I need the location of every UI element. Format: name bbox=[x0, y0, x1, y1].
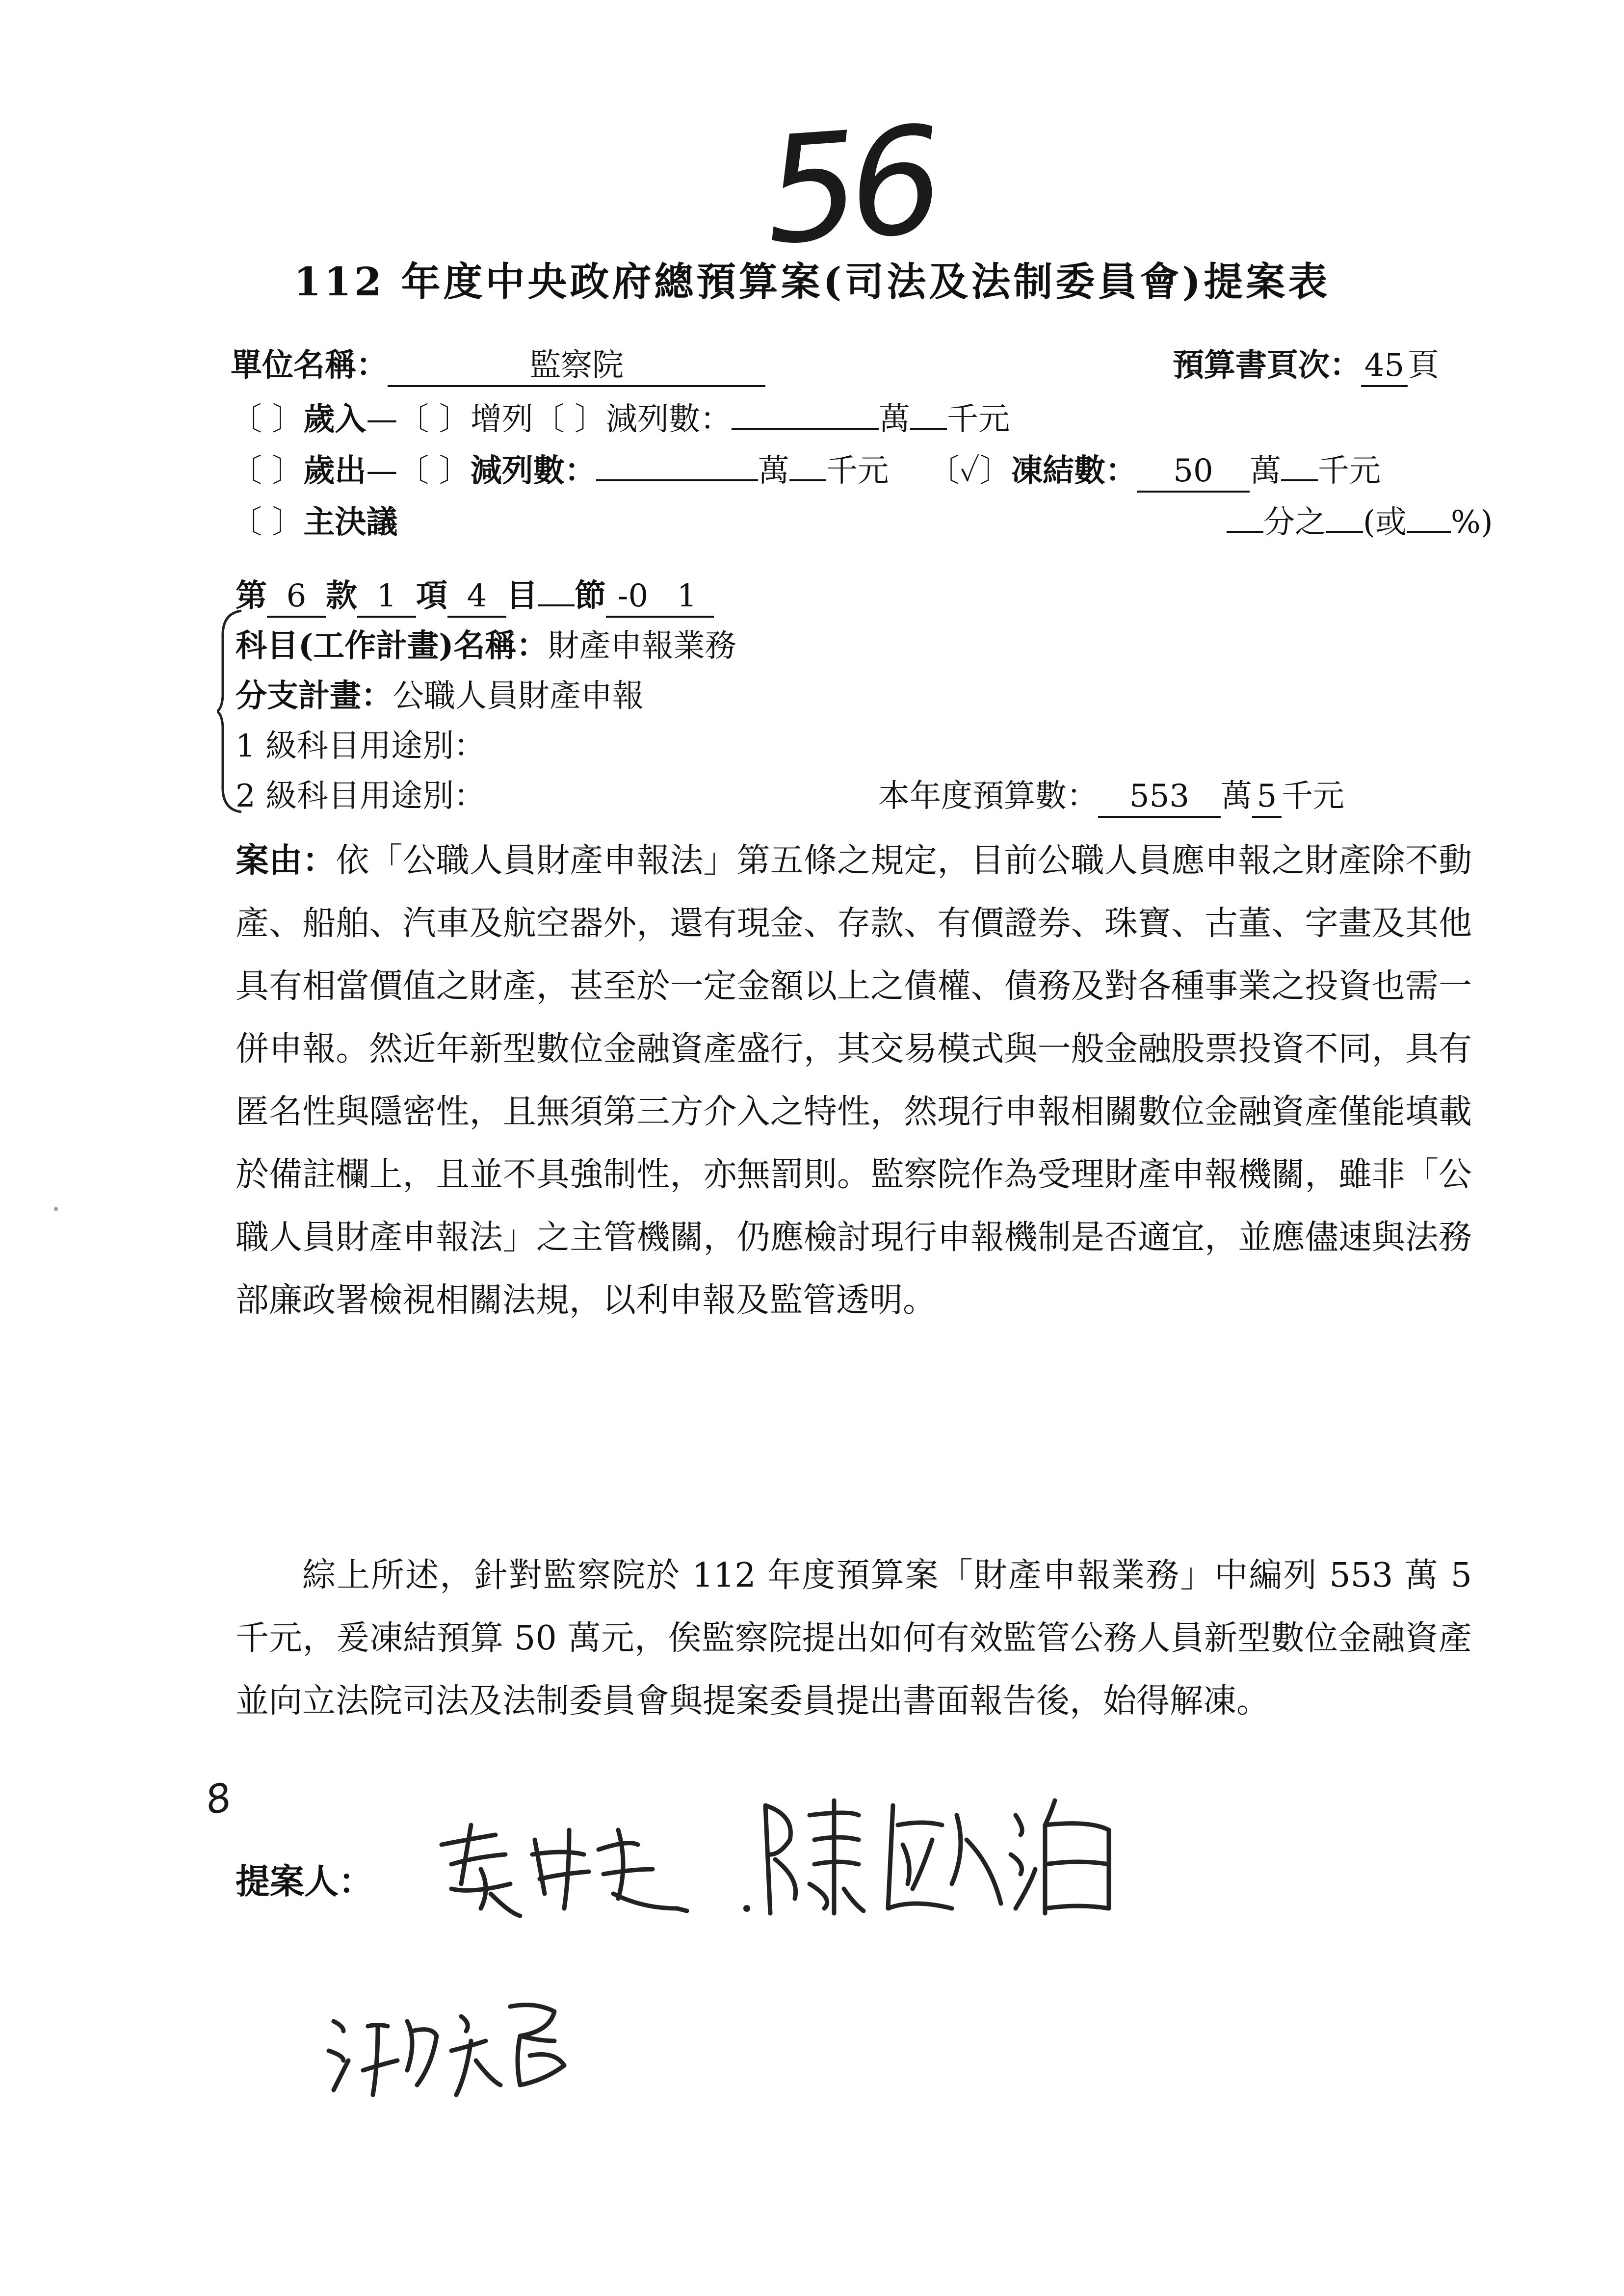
revenue-wan-blank bbox=[732, 428, 879, 430]
freeze-checkbox: 〔✓〕 bbox=[928, 453, 1011, 489]
revenue-reduce-checkbox: 〔 〕 bbox=[533, 401, 606, 438]
budget-page-label: 預算書頁次： bbox=[1173, 347, 1361, 384]
unit-value: 監察院 bbox=[388, 346, 765, 387]
budget-page-suffix: 頁 bbox=[1408, 347, 1439, 384]
jie-label: 節 bbox=[575, 577, 606, 614]
reason-paragraph bbox=[236, 829, 1472, 1332]
percent-blank bbox=[1407, 531, 1451, 533]
current-budget-row bbox=[878, 774, 1344, 818]
level1-row bbox=[236, 724, 485, 768]
fraction-blank-2 bbox=[1326, 531, 1363, 533]
reason-text-1: 依「公職人員財產申報法」第五條之規定，目前公職人員應申報之財產除不動產、船舶、汽車及航空器外，還有現金、存款、有價證券、珠寶、古董、字畫及其他具有相當價值之財產，甚至於一定金額以上之債權、債務及對各種事業之投資也需一併申報。然近年新型數位金融資產盛行，其交易模式與一般金融股票投資不同，具有匿名性與隱密性，且無須第三方介入之特性，然現行申報相關數位金融資產僅能填載於備註欄上，且並不具強制性，亦無罰則。監察院作為受理財產申報機關，雖非「公職人員財產申報法」之主管機關，仍應檢討現行申報機制是否適宜，並應儘速與法務部廉政署檢視相關法規，以利申報及監管透明。 bbox=[236, 841, 1472, 1320]
current-budget-qian-value: 5 bbox=[1252, 777, 1282, 818]
or-text: (或 bbox=[1363, 504, 1407, 541]
resolution-label: 主決議 bbox=[303, 504, 398, 541]
budget-page-value: 45 bbox=[1361, 346, 1408, 387]
item-di: 第 bbox=[236, 577, 267, 614]
xiang-label: 項 bbox=[416, 577, 447, 614]
freeze-wan: 萬 bbox=[1249, 453, 1281, 489]
current-budget-wan-value: 553 bbox=[1098, 777, 1221, 818]
revenue-add-checkbox: 〔 〕 bbox=[397, 401, 471, 438]
expenditure-dash: — bbox=[366, 453, 398, 489]
scan-dot bbox=[54, 1207, 58, 1211]
page-title: 112 年度中央政府總預算案(司法及法制委員會)提案表 bbox=[293, 259, 1331, 305]
expenditure-label: 歲出 bbox=[303, 452, 367, 489]
expenditure-wan: 萬 bbox=[758, 453, 789, 489]
summary-paragraph: 綜上所述，針對監察院於 112 年度預算案「財產申報業務」中編列 553 萬 5 千元，爰凍結預算 50 萬元，俟監察院提出如何有效監管公務人員新型數位金融資產並向立法院司法及法制委員會與提案委員提出書面報告後，始得解凍。 bbox=[236, 1556, 1472, 1721]
mu-label: 目 bbox=[506, 577, 538, 614]
expenditure-row bbox=[231, 449, 1381, 493]
revenue-reduce-label: 減列數： bbox=[606, 401, 732, 438]
handwritten-page-number: 56 bbox=[760, 95, 939, 278]
xiang-value: 1 bbox=[357, 576, 416, 618]
expenditure-reduce-label: 減列數： bbox=[470, 452, 596, 489]
budget-page-row bbox=[1173, 343, 1439, 388]
revenue-label: 歲入 bbox=[303, 401, 367, 438]
signature-3 bbox=[324, 1987, 579, 2105]
revenue-dash: — bbox=[366, 401, 398, 438]
revenue-checkbox: 〔 〕 bbox=[231, 401, 304, 438]
jie-value-2: 1 bbox=[660, 576, 714, 618]
subject-row bbox=[236, 624, 736, 668]
revenue-add-label: 增列 bbox=[470, 401, 533, 438]
level2-label: 2 級科目用途別： bbox=[236, 778, 486, 814]
kuan-label: 款 bbox=[326, 577, 357, 614]
resolution-row bbox=[231, 500, 397, 545]
proposer-label: 提案人： bbox=[236, 1861, 373, 1902]
resolution-fraction-row bbox=[1227, 500, 1493, 545]
signature-2 bbox=[736, 1786, 1138, 1933]
revenue-wan: 萬 bbox=[879, 401, 911, 438]
jie-blank bbox=[538, 604, 575, 606]
kuan-value: 6 bbox=[267, 576, 326, 618]
unit-row bbox=[231, 343, 765, 388]
branch-label: 分支計畫： bbox=[236, 678, 393, 714]
expenditure-qian-blank bbox=[789, 479, 826, 481]
item-row bbox=[236, 574, 714, 618]
fraction-text: 分之 bbox=[1263, 504, 1326, 541]
expenditure-checkbox: 〔 〕 bbox=[231, 453, 304, 489]
signature-1 bbox=[422, 1810, 697, 1928]
freeze-value: 50 bbox=[1137, 451, 1250, 493]
reason-label: 案由： bbox=[236, 841, 336, 880]
jie-value: -0 bbox=[606, 576, 660, 618]
subject-label: 科目(工作計畫)名稱： bbox=[236, 627, 548, 664]
expenditure-qian: 千元 bbox=[826, 453, 889, 489]
level2-row bbox=[236, 774, 485, 818]
current-budget-wan: 萬 bbox=[1221, 778, 1252, 814]
fraction-blank-1 bbox=[1227, 531, 1263, 533]
resolution-checkbox: 〔 〕 bbox=[231, 504, 304, 541]
branch-value: 公職人員財產申報 bbox=[393, 678, 644, 714]
freeze-label: 凍結數： bbox=[1011, 452, 1137, 489]
level1-label: 1 級科目用途別： bbox=[236, 728, 486, 764]
percent-text: %) bbox=[1450, 504, 1493, 541]
revenue-row bbox=[231, 397, 1010, 442]
branch-row bbox=[236, 674, 644, 718]
unit-label: 單位名稱： bbox=[231, 347, 388, 384]
handwritten-margin-mark: 8 bbox=[201, 1774, 236, 1824]
freeze-qian-blank bbox=[1281, 479, 1318, 481]
subject-value: 財產申報業務 bbox=[548, 628, 736, 664]
revenue-qian-blank bbox=[910, 428, 947, 430]
freeze-qian: 千元 bbox=[1317, 453, 1381, 489]
revenue-qian: 千元 bbox=[947, 401, 1010, 438]
expenditure-wan-blank bbox=[596, 479, 758, 481]
expenditure-reduce-checkbox: 〔 〕 bbox=[397, 453, 471, 489]
current-budget-label: 本年度預算數： bbox=[878, 778, 1098, 814]
mu-value: 4 bbox=[447, 576, 506, 618]
current-budget-qian: 千元 bbox=[1282, 778, 1344, 814]
